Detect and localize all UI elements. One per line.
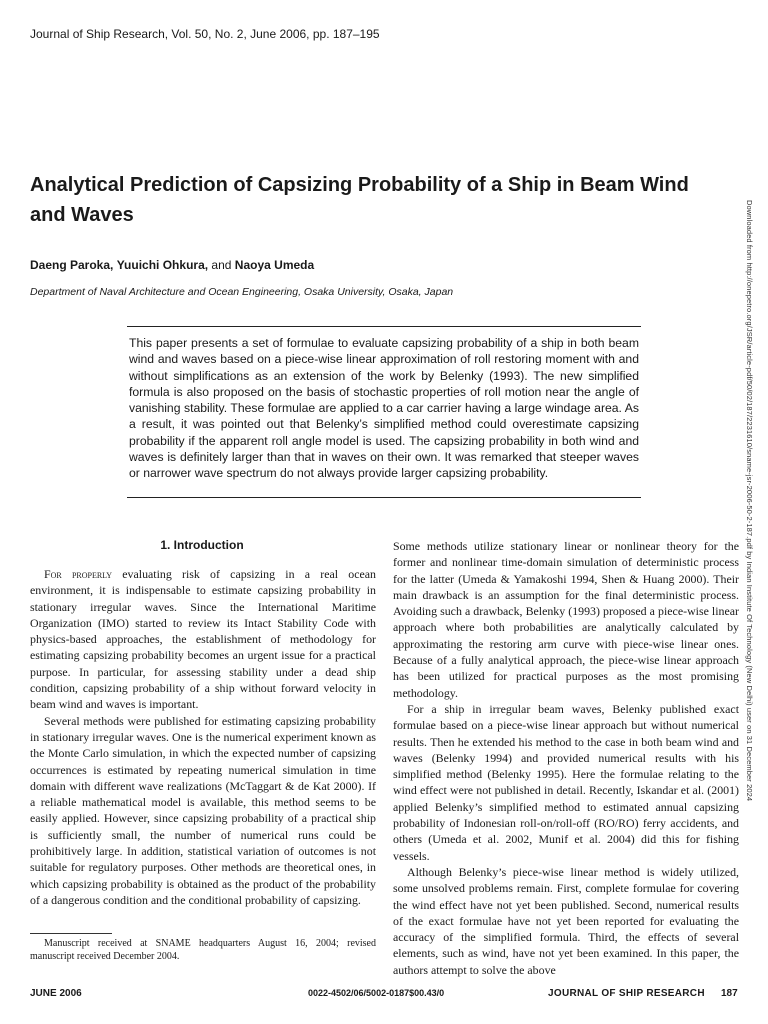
footer-code: 0022-4502/06/5002-0187$00.43/0	[308, 988, 445, 998]
affiliation: Department of Naval Architecture and Ocean Engineering, Osaka University, Osaka, Japan	[30, 286, 454, 298]
right-column	[393, 538, 739, 978]
author-3: Naoya Umeda	[234, 258, 315, 272]
download-watermark: Downloaded from http://onepetro.org/JSR/article-pdf/50/02/187/2231610/sname-jsr-2006-50-2-187.pdf by Indian Institute Of Technology (New Delhi) user on 31 December 2024	[745, 200, 754, 802]
footnote: Manuscript received at SNAME headquarters August 16, 2004; revised manuscript received December 2004.	[30, 938, 376, 962]
section-heading: 1. Introduction	[160, 538, 244, 552]
intro-paragraph-1	[30, 566, 376, 713]
running-head: Journal of Ship Research, Vol. 50, No. 2, June 2006, pp. 187–195	[30, 27, 380, 41]
abstract-box	[127, 326, 641, 498]
footer-date: JUNE 2006	[30, 988, 82, 999]
author-1: Daeng Paroka,	[30, 258, 114, 272]
dropcap-words: For properly	[44, 567, 113, 581]
footer-journal: JOURNAL OF SHIP RESEARCH	[548, 988, 705, 999]
page-number: 187	[721, 988, 738, 999]
abstract-text: This paper presents a set of formulae to evaluate capsizing probability of a ship in both beam wind and waves based on a piece-wise linear approximation of roll restoring moment with and without simplifications as an extension of the work by Belenky (1993). The new simplified formula is also proposed on the basis of stochastic properties of roll motion near the angle of vanishing stability. These formulae are applied to a car carrier having a large windage area. As a result, it was pointed out that Belenky’s simplified method could overestimate capsizing probability if the apparent roll angle model is used. The capsizing probability in both wind and waves is definitely larger than that in waves on their own. It was remarked that steeper waves or narrower wave spectrum do not always provide larger capsizing probability.	[129, 336, 639, 481]
intro-paragraph-4: For a ship in irregular beam waves, Belenky published exact formulae based on a piece-wise linear approach but without numerical results. Then he extended his method to the case in both beam wind and waves (Belenky 1994) and provided numerical results with his simplified method (Belenky 1995). Here the formulae relating to the wind effect were not published in detail. Recently, Iskandar et al. (2001) applied Belenky’s simplified method to estimated annual capsizing probability of Indonesian roll-on/roll-off (RO/RO) ferry accidents, and others (Umeda et al. 2002, Munif et al. 2004) did this for fishing vessels.	[393, 701, 739, 863]
intro-paragraph-3: Some methods utilize stationary linear or nonlinear theory for the former and nonlinear time-domain simulation of deterministic process for the latter (Umeda & Yamakoshi 1994, Shen & Huang 2000). Their main drawback is an assumption for the final deterministic process. Avoiding such a drawback, Belenky (1993) proposed a piece-wise linear approach where both probabilities are analytically calculated by approximating the restoring arm curve with piece-wise linear ones. Because of a fully analytical approach, the piece-wise linear approach has been utilized for practical purposes as the most promising methodology.	[393, 539, 739, 700]
left-column	[30, 566, 376, 908]
author-conjunction: and	[211, 258, 232, 272]
article-title: Analytical Prediction of Capsizing Probability of a Ship in Beam Wind and Waves	[30, 174, 689, 226]
intro-paragraph-2: Several methods were published for estimating capsizing probability in stationary irregular waves. One is the numerical experiment known as the Monte Carlo simulation, in which the expected number of capsizing occurrences is estimated by repeating numerical simulation in time domain with different wave realizations (McTaggart & de Kat 2000). If a reliable mathematical model is available, this method seems to be easily applied. However, since capsizing probability of a practical ship is sufficiently small, the number of numerical runs could be prohibitively large. In addition, statistical variation of outcomes is not suitable for regulatory purposes. Other methods are theoretical ones, in which capsizing probability is obtained as the product of the probability of a dangerous condition and the conditional probability of capsizing.	[30, 713, 376, 907]
intro-paragraph-1-text: evaluating risk of capsizing in a real ocean environment, it is indispensable to estimate capsizing probability in stationary irregular waves. Since the International Maritime Organization (IMO) started to review its Intact Stability Code with physics-based approaches, the establishment of methodology for estimating capsizing probability becomes an urgent issue for a practical purpose. In particular, for assessing stability under a dead ship condition, capsizing probability of a ship without forward velocity in beam wind and waves is important.	[30, 567, 376, 712]
footnote-rule	[30, 933, 112, 934]
author-2: Yuuichi Ohkura,	[116, 258, 209, 272]
author-list	[30, 258, 314, 272]
intro-paragraph-5: Although Belenky’s piece-wise linear method is widely utilized, some unsolved problems remain. First, complete formulae for covering the wind effect have not yet been published. Second, numerical results of the exact formulae have not yet been reported for evaluating the accuracy of the simplified formula. Third, the effects of several elements, such as wind, have not yet been examined. In this paper, the authors attempt to solve the above	[393, 864, 739, 977]
